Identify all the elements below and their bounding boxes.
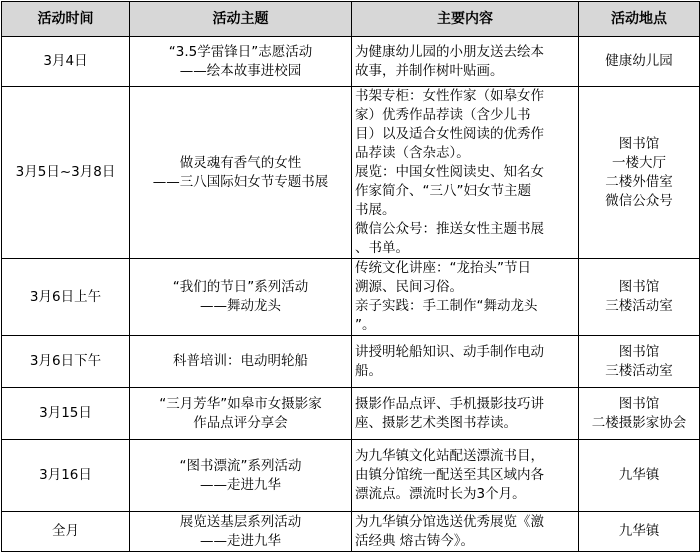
cell-theme (130, 336, 352, 388)
table-row (2, 388, 700, 440)
cell-content (352, 512, 579, 552)
cell-time: 3月6日上午 (2, 259, 130, 336)
cell-content (352, 388, 579, 440)
cell-time: 全月 (2, 512, 130, 552)
content-line: 作家简介、“三八”妇女节主题 (355, 183, 531, 199)
place-line: 图书馆 (618, 343, 660, 360)
cell-place (579, 388, 700, 440)
cell-place (579, 87, 700, 259)
cell-theme (130, 37, 352, 87)
place-line: 健康幼儿园 (605, 53, 673, 69)
cell-time: 3月16日 (2, 440, 130, 512)
table-row (2, 440, 700, 512)
table-row (2, 37, 700, 87)
content-line: 讲授明轮船知识、动手制作电动 (355, 343, 544, 360)
content-line: 微信公众号：推送女性主题书展 (355, 221, 544, 237)
table-row (2, 512, 700, 552)
content-line: 为健康幼儿园的小朋友送去绘本 (355, 43, 544, 60)
header-row (2, 2, 700, 37)
cell-place (579, 440, 700, 512)
place-line: 二楼摄影家协会 (591, 414, 687, 431)
content-line: 传统文化讲座：“龙抬头”节日 (355, 260, 531, 276)
theme-line: ——走进九华 (200, 532, 281, 549)
content-line: 由镇分馆统一配送至其区域内各 (355, 467, 544, 483)
content-line: 漂流点。漂流时长为3个月。 (355, 486, 526, 502)
cell-theme (130, 512, 352, 552)
table-row (2, 87, 700, 259)
cell-content (352, 259, 579, 336)
content-line: 摄影作品点评、手机摄影技巧讲 (355, 395, 544, 412)
cell-place (579, 259, 700, 336)
cell-place (579, 37, 700, 87)
content-line: 目）以及适合女性阅读的优秀作 (355, 126, 544, 142)
cell-content (352, 87, 579, 259)
place-line: 微信公众号 (605, 192, 673, 209)
header-place: 活动地点 (579, 2, 700, 37)
content-line: 书架专柜：女性作家（如皋女作 (355, 88, 544, 104)
theme-line: “三月芳华”如皋市女摄影家 (159, 395, 322, 412)
content-line: 溯源、民间习俗。 (355, 279, 463, 295)
content-line: 家）优秀作品荐读（含少儿书 (355, 107, 531, 123)
cell-time: 3月5日~3月8日 (2, 87, 130, 259)
cell-time: 3月15日 (2, 388, 130, 440)
content-line: 为九华镇文化站配送漂流书目， (355, 448, 544, 464)
content-line: 活经典 熔古铸今》。 (355, 532, 475, 549)
cell-theme (130, 87, 352, 259)
content-line: 品荐读（含杂志）。 (355, 145, 470, 161)
theme-line: “图书漂流”系列活动 (179, 457, 302, 474)
theme-line: 作品点评分享会 (193, 414, 288, 431)
cell-place (579, 336, 700, 388)
cell-theme (130, 388, 352, 440)
content-line: 为九华镇分馆选送优秀展览《激 (355, 513, 544, 530)
content-line: 、书单。 (355, 240, 409, 256)
content-line: 座、摄影艺术类图书荐读。 (355, 414, 517, 431)
content-line: 船。 (355, 362, 382, 379)
cell-theme (130, 440, 352, 512)
theme-line: “3.5学雷锋日”志愿活动 (168, 43, 313, 60)
header-time: 活动时间 (2, 2, 130, 37)
theme-line: ——舞动龙头 (200, 298, 281, 314)
header-theme: 活动主题 (130, 2, 352, 37)
content-line: 书展。 (355, 202, 396, 218)
header-content: 主要内容 (352, 2, 579, 37)
table-row (2, 336, 700, 388)
content-line: 故事，并制作树叶贴画。 (355, 62, 504, 79)
activity-schedule-table (1, 1, 700, 552)
cell-content (352, 37, 579, 87)
cell-content (352, 440, 579, 512)
table-row (2, 259, 700, 336)
theme-line: ——绘本故事进校园 (179, 62, 302, 79)
theme-line: 科普培训：电动明轮船 (173, 353, 308, 369)
place-line: 图书馆 (618, 279, 660, 295)
cell-time: 3月6日下午 (2, 336, 130, 388)
cell-theme (130, 259, 352, 336)
place-line: 图书馆 (618, 395, 660, 412)
content-line: 亲子实践：手工制作“舞动龙头 (355, 298, 538, 314)
cell-place (579, 512, 700, 552)
theme-line: ——三八国际妇女节专题书展 (152, 173, 329, 190)
place-line: 图书馆 (618, 135, 660, 152)
place-line: 九华镇 (618, 467, 660, 483)
content-line: 展览：中国女性阅读史、知名女 (355, 164, 544, 180)
place-line: 九华镇 (618, 523, 660, 539)
place-line: 二楼外借室 (605, 173, 673, 190)
theme-line: ——走进九华 (200, 476, 281, 493)
cell-time: 3月4日 (2, 37, 130, 87)
cell-content (352, 336, 579, 388)
theme-line: “我们的节日”系列活动 (172, 279, 309, 295)
theme-line: 做灵魂有香气的女性 (179, 154, 302, 171)
place-line: 一楼大厅 (612, 154, 666, 171)
place-line: 三楼活动室 (605, 298, 673, 314)
theme-line: 展览送基层系列活动 (179, 513, 302, 530)
content-line: ”。 (355, 317, 376, 333)
place-line: 三楼活动室 (605, 362, 673, 379)
